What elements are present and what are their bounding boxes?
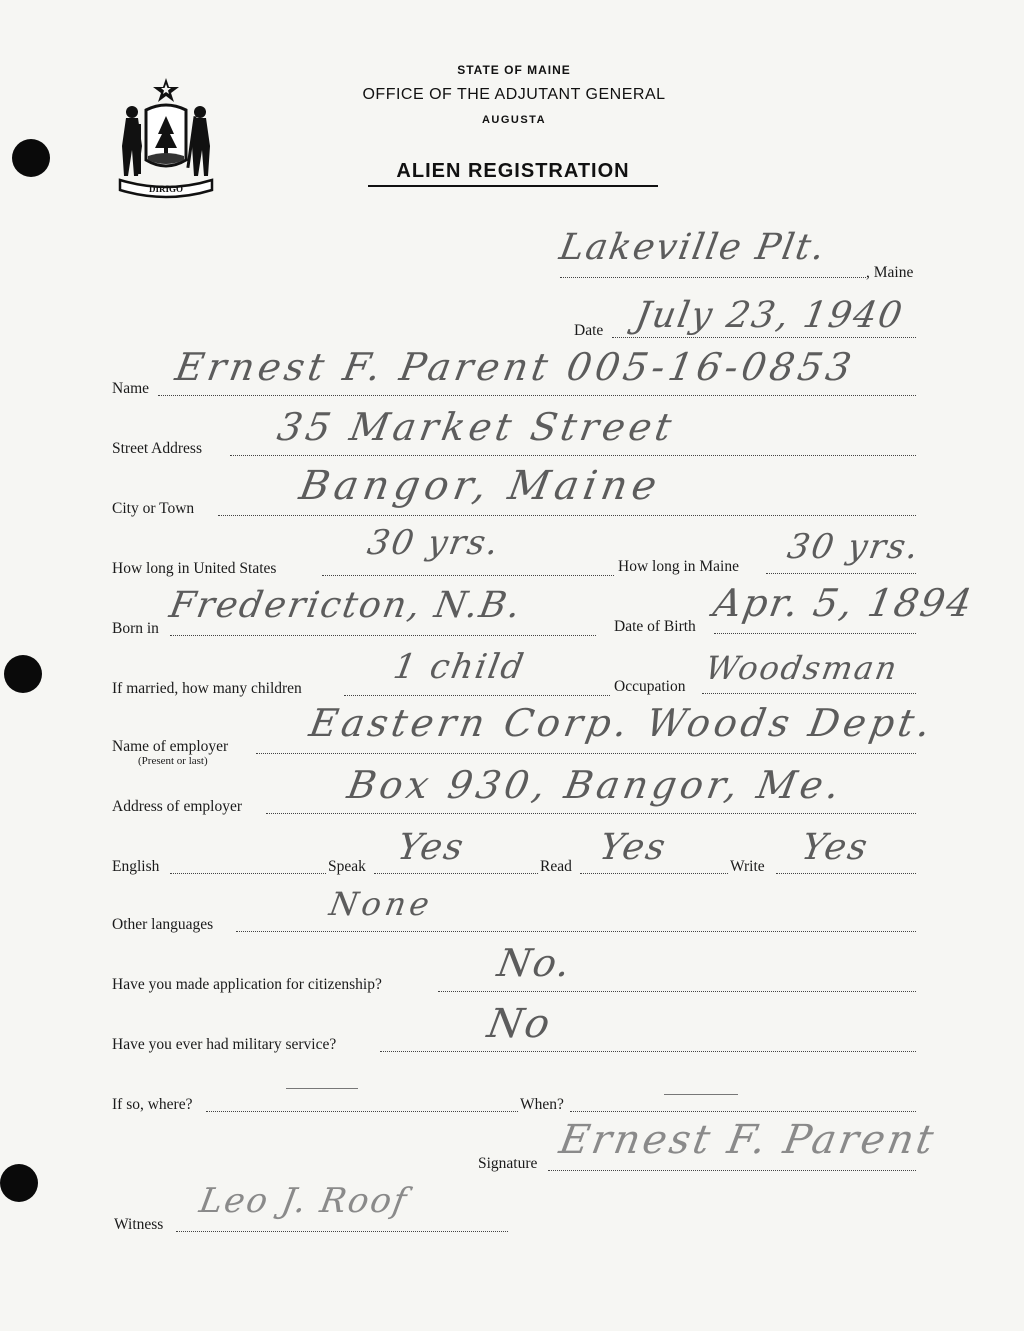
- born-in-label: Born in: [112, 620, 159, 637]
- english-line: [170, 873, 326, 874]
- employer-address-value: Box 930, Bangor, Me.: [344, 763, 847, 807]
- maine-state-seal-icon: [112, 76, 220, 202]
- date-label: Date: [574, 322, 604, 339]
- other-languages-label: Other languages: [112, 916, 214, 933]
- military-value: No: [483, 1001, 556, 1047]
- citizenship-label: Have you made application for citizenship?: [112, 976, 382, 993]
- employer-line: [256, 753, 916, 754]
- employer-address-label: Address of employer: [112, 798, 242, 815]
- employer-address-line: [266, 813, 916, 814]
- how-long-maine-value: 30 yrs.: [784, 527, 924, 567]
- write-line: [776, 873, 916, 874]
- where-blank-dash: [286, 1088, 358, 1089]
- when-line: [570, 1111, 916, 1112]
- witness-value: Leo J. Roof: [196, 1181, 412, 1221]
- date-line: [612, 337, 916, 338]
- born-in-value: Fredericton, N.B.: [166, 585, 526, 626]
- employer-value: Eastern Corp. Woods Dept.: [306, 701, 938, 745]
- punch-hole-middle: [4, 655, 42, 693]
- occupation-label: Occupation: [614, 678, 686, 695]
- date-of-birth-value: Apr. 5, 1894: [710, 581, 977, 625]
- employer-label: Name of employer: [112, 738, 229, 755]
- city-value: Bangor, Maine: [295, 463, 665, 509]
- punch-hole-top: [12, 139, 50, 177]
- english-label: English: [112, 858, 160, 875]
- how-long-us-label: How long in United States: [112, 560, 277, 577]
- signature-value: Ernest F. Parent: [555, 1117, 940, 1163]
- children-line: [344, 695, 610, 696]
- header-state: STATE OF MAINE: [457, 63, 571, 77]
- other-languages-line: [236, 931, 916, 932]
- witness-line: [176, 1231, 508, 1232]
- header-city: AUGUSTA: [481, 114, 547, 126]
- read-line: [580, 873, 728, 874]
- if-so-where-line: [206, 1111, 518, 1112]
- children-value: 1 child: [390, 647, 529, 687]
- when-label: When?: [520, 1096, 564, 1113]
- date-of-birth-label: Date of Birth: [614, 618, 696, 635]
- name-line: [158, 395, 916, 396]
- write-label: Write: [730, 858, 765, 875]
- punch-hole-bottom: [0, 1164, 38, 1202]
- read-value: Yes: [596, 827, 671, 868]
- speak-value: Yes: [394, 827, 469, 868]
- occupation-line: [702, 693, 916, 694]
- header-office: OFFICE OF THE ADJUTANT GENERAL: [362, 86, 666, 103]
- date-value: July 23, 1940: [632, 295, 907, 336]
- employer-sublabel: (Present or last): [138, 755, 208, 767]
- if-so-where-label: If so, where?: [112, 1096, 193, 1113]
- citizenship-line: [438, 991, 916, 992]
- town-value: Lakeville Plt.: [556, 227, 830, 268]
- witness-label: Witness: [114, 1216, 164, 1233]
- town-line: [560, 277, 866, 278]
- read-label: Read: [540, 858, 572, 875]
- citizenship-value: No.: [494, 941, 576, 985]
- write-value: Yes: [798, 827, 873, 868]
- city-label: City or Town: [112, 500, 195, 517]
- born-in-line: [170, 635, 596, 636]
- form-title: ALIEN REGISTRATION: [368, 160, 658, 187]
- date-of-birth-line: [714, 633, 916, 634]
- name-value: Ernest F. Parent 005-16-0853: [172, 345, 859, 389]
- children-label: If married, how many children: [112, 680, 302, 697]
- signature-line: [548, 1170, 916, 1171]
- name-label: Name: [112, 380, 150, 397]
- how-long-maine-line: [766, 573, 916, 574]
- town-state-label: , Maine: [866, 264, 914, 281]
- city-line: [218, 515, 916, 516]
- seal-motto: DIRIGO: [148, 184, 184, 194]
- when-blank-dash: [664, 1094, 738, 1095]
- how-long-maine-label: How long in Maine: [618, 558, 739, 575]
- signature-label: Signature: [478, 1155, 538, 1172]
- how-long-us-value: 30 yrs.: [364, 523, 504, 563]
- street-line: [230, 455, 916, 456]
- street-value: 35 Market Street: [274, 405, 679, 449]
- military-label: Have you ever had military service?: [112, 1036, 337, 1053]
- how-long-us-line: [322, 575, 614, 576]
- street-label: Street Address: [112, 440, 202, 457]
- occupation-value: Woodsman: [702, 649, 902, 687]
- military-line: [380, 1051, 916, 1052]
- speak-line: [374, 873, 538, 874]
- other-languages-value: None: [326, 885, 437, 923]
- speak-label: Speak: [328, 858, 366, 875]
